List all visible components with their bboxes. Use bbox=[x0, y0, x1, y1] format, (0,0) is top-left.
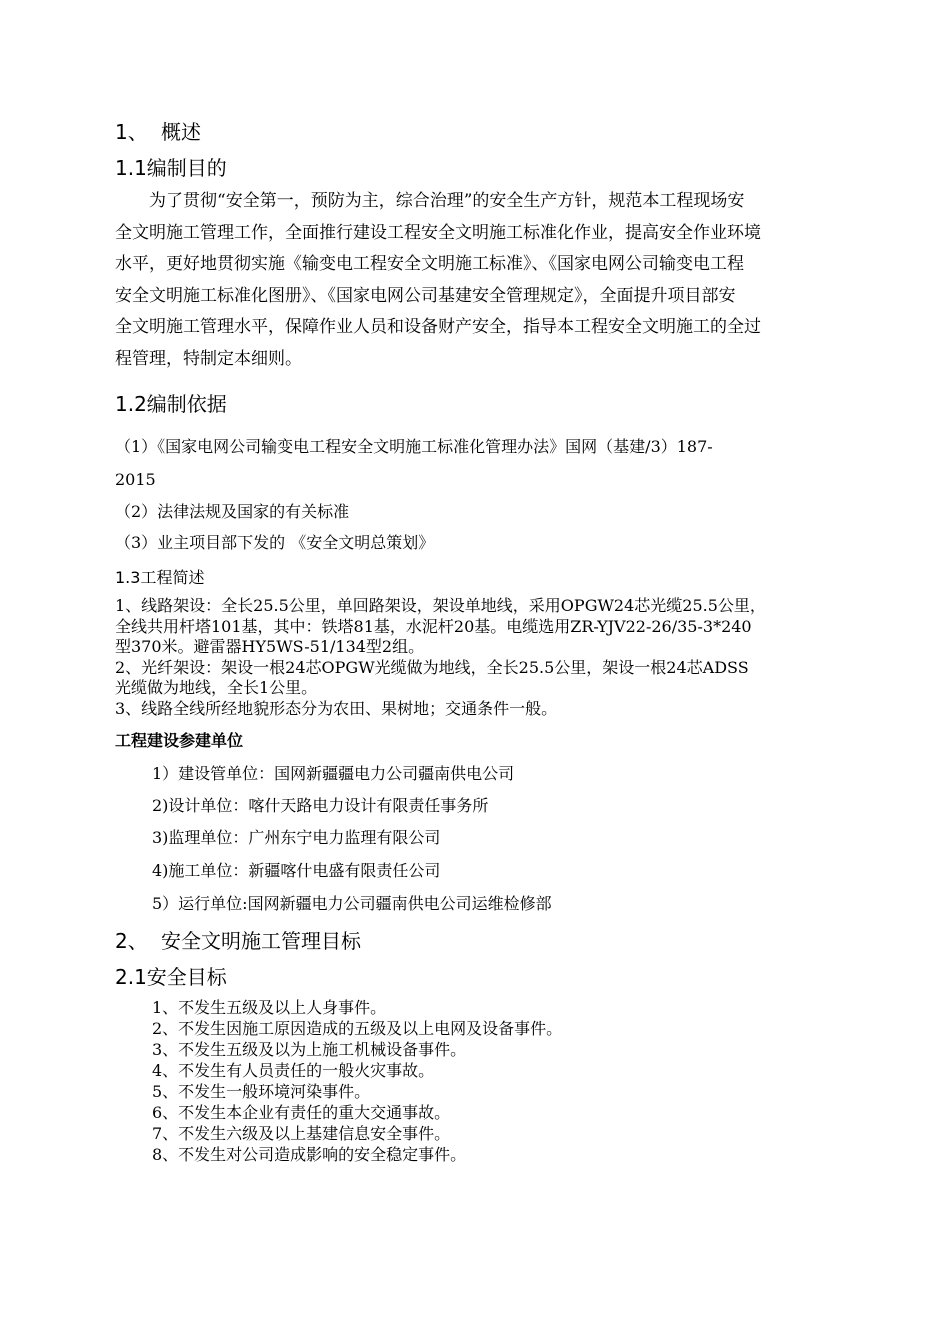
parties-heading: 工程建设参建单位 bbox=[115, 731, 244, 750]
paragraph-line: 全文明施工管理工作，全面推行建设工程安全文明施工标准化作业，提高安全作业环境 bbox=[115, 222, 761, 243]
section-1-2-heading: 1.2编制依据 bbox=[115, 392, 227, 416]
party-item: 3)监理单位：广州东宁电力监理有限公司 bbox=[152, 828, 441, 847]
goal-item: 7、不发生六级及以上基建信息安全事件。 bbox=[152, 1124, 451, 1143]
section-2-heading bbox=[115, 925, 361, 954]
basis-item-3: （3）业主项目部下发的 《安全文明总策划》 bbox=[115, 533, 435, 552]
section-1-3-heading: 1.3工程简述 bbox=[115, 568, 205, 587]
project-overview bbox=[115, 596, 766, 719]
goal-item: 5、不发生一般环境河染事件。 bbox=[152, 1082, 371, 1101]
goal-item: 3、不发生五级及以为上施工机械设备事件。 bbox=[152, 1040, 467, 1059]
paragraph-line: 水平，更好地贯彻实施《输变电工程安全文明施工标准》、《国家电网公司输变电工程 bbox=[115, 254, 744, 274]
section-number: 1、 bbox=[115, 120, 148, 144]
basis-item-2: （2）法律法规及国家的有关标准 bbox=[115, 502, 350, 521]
party-item: 2)设计单位：喀什天路电力设计有限责任事务所 bbox=[152, 796, 489, 815]
overview-line: 全线共用杆塔101基，其中：铁塔81基，水泥杆20基。电缆选用ZR-YJV22-26/35-3*240 bbox=[115, 616, 752, 636]
goal-item: 8、不发生对公司造成影响的安全稳定事件。 bbox=[152, 1145, 467, 1164]
overview-line: 3、线路全线所经地貌形态分为农田、果树地；交通条件一般。 bbox=[115, 698, 558, 718]
section-number: 2、 bbox=[115, 929, 148, 953]
paragraph-line: 为了贯彻“安全第一，预防为主，综合治理”的安全生产方针，规范本工程现场安 bbox=[115, 191, 745, 211]
paragraph-line: 安全文明施工标准化图册》、《国家电网公司基建安全管理规定》，全面提升项目部安 bbox=[115, 285, 736, 306]
paragraph-line: 程管理，特制定本细则。 bbox=[115, 348, 302, 369]
party-item: 5）运行单位:国网新疆电力公司疆南供电公司运维检修部 bbox=[152, 894, 552, 913]
section-title: 安全文明施工管理目标 bbox=[161, 929, 361, 953]
section-2-1-heading: 2.1安全目标 bbox=[115, 965, 227, 989]
party-item: 4)施工单位：新疆喀什电盛有限责任公司 bbox=[152, 861, 441, 880]
overview-line: 1、线路架设：全长25.5公里，单回路架设，架设单地线，采用OPGW24芯光缆25.5公里， bbox=[115, 596, 766, 615]
basis-item-1-cont: 2015 bbox=[115, 470, 156, 489]
overview-line: 光缆做为地线，全长1公里。 bbox=[115, 678, 318, 697]
goal-item: 1、不发生五级及以上人身事件。 bbox=[152, 998, 387, 1017]
purpose-paragraph bbox=[115, 186, 761, 375]
section-1-heading bbox=[115, 116, 201, 145]
goal-item: 6、不发生本企业有责任的重大交通事故。 bbox=[152, 1103, 451, 1122]
section-title: 概述 bbox=[161, 120, 201, 144]
overview-line: 2、光纤架设：架设一根24芯OPGW光缆做为地线，全长25.5公里，架设一根24芯ADSS bbox=[115, 657, 749, 677]
goal-item: 2、不发生因施工原因造成的五级及以上电网及设备事件。 bbox=[152, 1019, 563, 1038]
safety-goals-list bbox=[152, 997, 562, 1165]
paragraph-line: 全文明施工管理水平，保障作业人员和设备财产安全，指导本工程安全文明施工的全过 bbox=[115, 317, 761, 337]
party-item: 1）建设管单位：国网新疆疆电力公司疆南供电公司 bbox=[152, 764, 515, 783]
goal-item: 4、不发生有人员责任的一般火灾事故。 bbox=[152, 1061, 435, 1080]
section-1-1-heading: 1.1编制目的 bbox=[115, 156, 227, 180]
basis-item-1: （1）《国家电网公司输变电工程安全文明施工标准化管理办法》国网（基建/3）187- bbox=[115, 437, 713, 456]
overview-line: 型370米。避雷器HY5WS-51/134型2组。 bbox=[115, 637, 425, 656]
